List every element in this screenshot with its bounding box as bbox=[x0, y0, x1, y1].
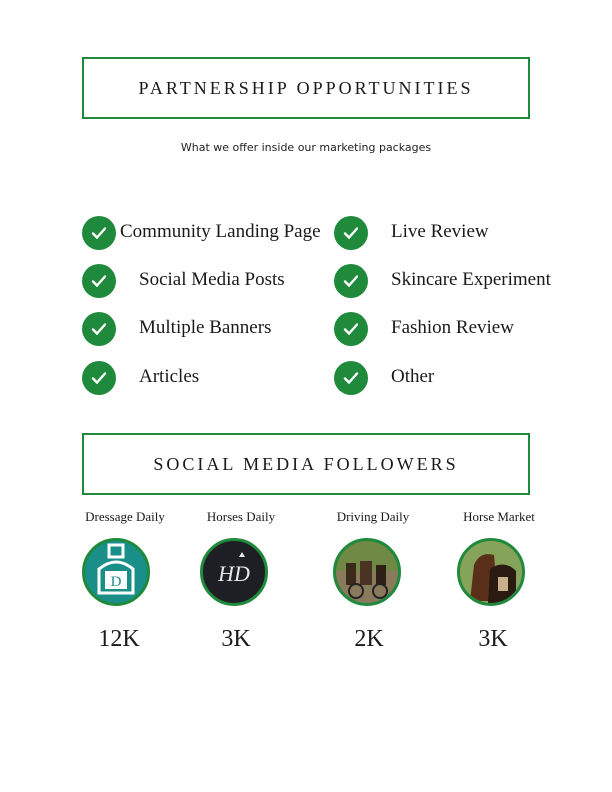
follower-count: 2K bbox=[354, 626, 384, 652]
account-name: Dressage Daily bbox=[85, 509, 165, 524]
partnership-header bbox=[82, 57, 530, 119]
follower-count: 3K bbox=[221, 626, 251, 652]
check-icon bbox=[82, 264, 116, 298]
followers-title: SOCIAL MEDIA FOLLOWERS bbox=[153, 453, 459, 474]
horse-market-photo bbox=[457, 538, 525, 606]
follower-count: 12K bbox=[98, 626, 140, 652]
horses-daily-logo bbox=[200, 538, 268, 606]
offer-label: Multiple Banners bbox=[139, 317, 272, 338]
check-icon bbox=[82, 312, 116, 346]
offer-label: Other bbox=[391, 366, 435, 387]
offer-label: Community Landing Page bbox=[120, 221, 321, 242]
check-icon bbox=[334, 361, 368, 395]
offer-label: Social Media Posts bbox=[139, 269, 285, 290]
offer-label: Fashion Review bbox=[391, 317, 514, 338]
account-name: Driving Daily bbox=[336, 509, 410, 524]
followers-header bbox=[82, 433, 530, 495]
offer-label: Skincare Experiment bbox=[391, 269, 551, 290]
account-name: Horse Market bbox=[463, 509, 535, 524]
dressage-logo-letter: D bbox=[110, 574, 122, 590]
account-name: Horses Daily bbox=[206, 509, 276, 524]
dressage-daily-logo bbox=[82, 538, 150, 606]
offer-label: Articles bbox=[139, 366, 200, 387]
check-icon bbox=[82, 216, 116, 250]
check-icon bbox=[334, 216, 368, 250]
follower-count: 3K bbox=[478, 626, 508, 652]
check-icon bbox=[334, 264, 368, 298]
check-icon bbox=[82, 361, 116, 395]
horses-logo-letters: HD bbox=[218, 561, 250, 586]
check-icon bbox=[334, 312, 368, 346]
subtitle: What we offer inside our marketing packages bbox=[180, 141, 432, 154]
offer-label: Live Review bbox=[391, 221, 489, 242]
partnership-title: PARTNERSHIP OPPORTUNITIES bbox=[138, 77, 474, 98]
driving-daily-photo bbox=[333, 538, 401, 606]
